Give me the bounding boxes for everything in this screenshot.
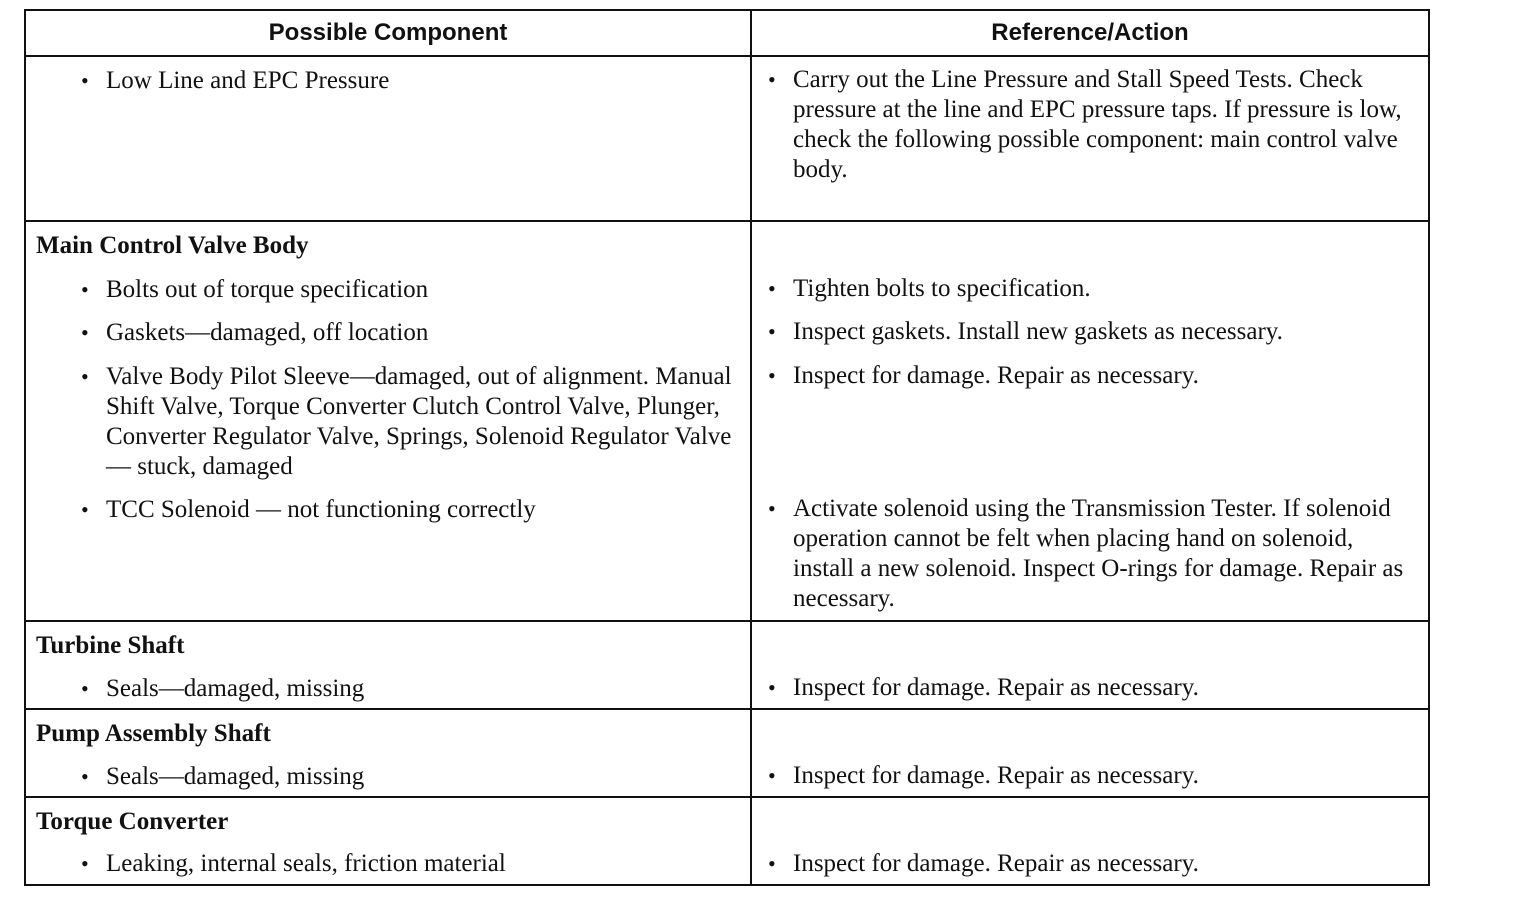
action-text: Inspect for damage. Repair as necessary. <box>793 850 1199 877</box>
action-bullet <box>752 486 1428 614</box>
bullet-dot: • <box>81 497 89 522</box>
action-cell <box>751 221 1429 266</box>
component-bullet <box>26 754 750 792</box>
action-cell <box>751 309 1429 353</box>
component-text: Seals—damaged, missing <box>106 675 365 702</box>
table-row-group-heading <box>25 621 1429 666</box>
table-row-intro <box>25 56 1429 221</box>
action-cell <box>751 621 1429 666</box>
component-cell <box>25 842 751 885</box>
action-bullet <box>752 666 1428 703</box>
action-bullet <box>752 754 1428 791</box>
bullet-dot: • <box>81 277 89 302</box>
component-cell <box>25 266 751 309</box>
action-bullet <box>752 842 1428 879</box>
action-text: Carry out the Line Pressure and Stall Speed Tests. Check pressure at the line and EPC pressure taps. If pressure is low, check the following possible component: main control valve body. <box>793 66 1402 183</box>
bullet-dot: • <box>81 364 89 389</box>
component-cell <box>25 621 751 666</box>
action-bullet <box>752 353 1428 391</box>
bullet-dot: • <box>768 763 776 788</box>
component-text: Valve Body Pilot Sleeve—damaged, out of alignment. Manual Shift Valve, Torque Converter Clutch Control Valve, Plunger, Converter Regulator Valve, Springs, Solenoid Regulator Valve — stuck, damaged <box>106 363 732 480</box>
header-reference-action: Reference/Action <box>751 10 1429 56</box>
table-row-group-heading <box>25 221 1429 266</box>
component-text: TCC Solenoid — not functioning correctly <box>106 496 536 523</box>
action-text: Inspect gaskets. Install new gaskets as necessary. <box>793 318 1283 345</box>
action-cell <box>751 353 1429 486</box>
component-cell <box>25 486 751 621</box>
component-cell <box>25 353 751 486</box>
component-cell <box>25 754 751 797</box>
diagnosis-table <box>24 9 1430 886</box>
action-text: Inspect for damage. Repair as necessary. <box>793 762 1199 789</box>
component-bullet <box>26 842 750 879</box>
action-cell <box>751 486 1429 621</box>
bullet-dot: • <box>81 68 89 93</box>
action-cell <box>751 666 1429 709</box>
component-cell <box>25 221 751 266</box>
action-cell <box>751 266 1429 309</box>
bullet-dot: • <box>768 67 776 92</box>
bullet-dot: • <box>81 676 89 701</box>
table-row <box>25 309 1429 353</box>
component-text: Low Line and EPC Pressure <box>106 67 390 94</box>
bullet-dot: • <box>768 851 776 876</box>
component-bullet <box>26 309 750 348</box>
action-text: Tighten bolts to specification. <box>793 275 1091 302</box>
action-bullet <box>752 266 1428 304</box>
group-title: Turbine Shaft <box>36 632 185 659</box>
bullet-dot: • <box>81 764 89 789</box>
action-cell <box>751 709 1429 754</box>
component-text: Seals—damaged, missing <box>106 763 365 790</box>
action-bullet <box>752 57 1428 185</box>
action-cell <box>751 56 1429 221</box>
table-row <box>25 754 1429 797</box>
component-bullet <box>26 666 750 704</box>
table-row <box>25 266 1429 309</box>
header-possible-component: Possible Component <box>25 10 751 56</box>
component-bullet <box>26 353 750 482</box>
table-row-group-heading <box>25 709 1429 754</box>
table-row <box>25 666 1429 709</box>
component-cell <box>25 56 751 221</box>
group-title: Main Control Valve Body <box>36 232 309 259</box>
component-text: Bolts out of torque specification <box>106 276 429 303</box>
bullet-dot: • <box>768 276 776 301</box>
action-text: Inspect for damage. Repair as necessary. <box>793 674 1199 701</box>
component-text: Leaking, internal seals, friction material <box>106 850 506 877</box>
component-bullet <box>26 57 750 96</box>
group-title: Torque Converter <box>36 808 229 835</box>
bullet-dot: • <box>768 496 776 521</box>
component-bullet <box>26 266 750 305</box>
table-header-row <box>25 10 1429 56</box>
table-row <box>25 842 1429 885</box>
bullet-dot: • <box>81 320 89 345</box>
component-cell <box>25 797 751 842</box>
bullet-dot: • <box>768 675 776 700</box>
action-cell <box>751 842 1429 885</box>
action-cell <box>751 797 1429 842</box>
bullet-dot: • <box>768 363 776 388</box>
component-bullet <box>26 486 750 525</box>
action-text: Activate solenoid using the Transmission Tester. If solenoid operation cannot be felt when placing hand on solenoid, install a new solenoid. Inspect O-rings for damage. Repair as necessary. <box>793 495 1404 612</box>
action-text: Inspect for damage. Repair as necessary. <box>793 362 1199 389</box>
table-row-group-heading <box>25 797 1429 842</box>
group-title: Pump Assembly Shaft <box>36 720 271 747</box>
bullet-dot: • <box>81 851 89 876</box>
component-cell <box>25 666 751 709</box>
table-row <box>25 353 1429 486</box>
action-cell <box>751 754 1429 797</box>
action-bullet <box>752 309 1428 347</box>
bullet-dot: • <box>768 319 776 344</box>
table-row <box>25 486 1429 621</box>
component-cell <box>25 709 751 754</box>
component-text: Gaskets—damaged, off location <box>106 319 429 346</box>
component-cell <box>25 309 751 353</box>
